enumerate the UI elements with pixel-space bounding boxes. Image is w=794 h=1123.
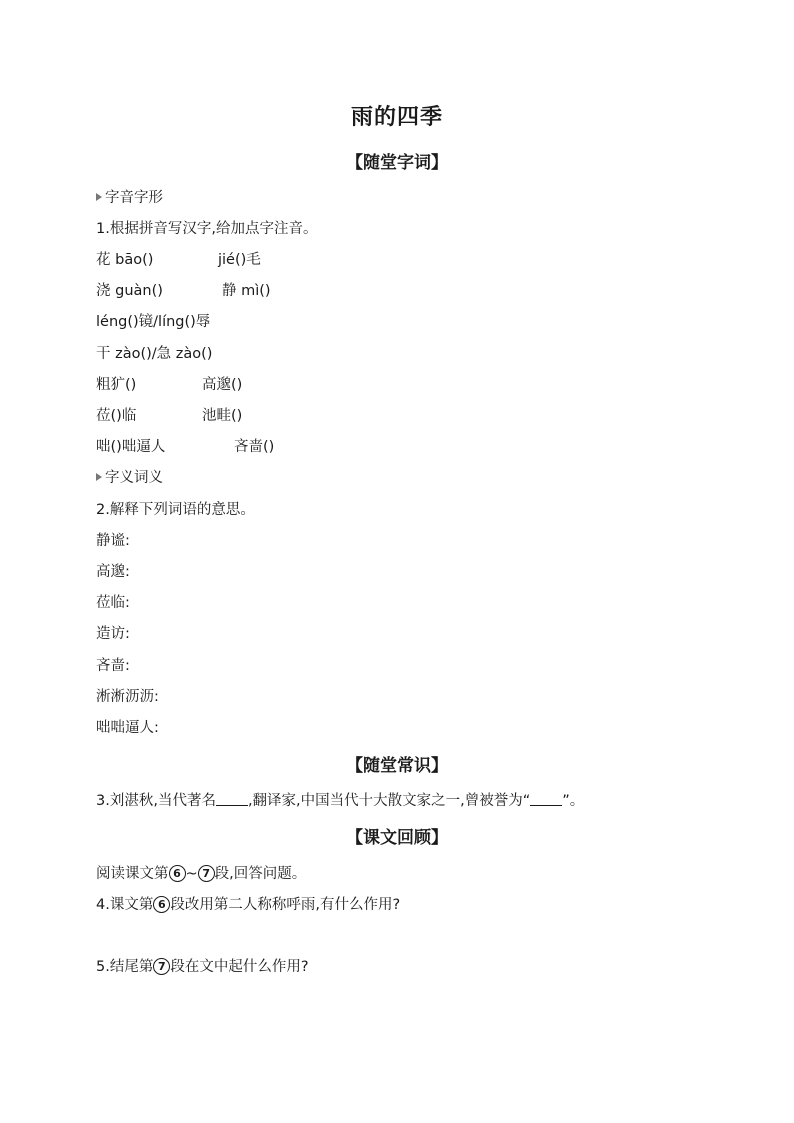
vocab-item: 吝啬: xyxy=(96,658,130,674)
pinyin-item: 粗犷() xyxy=(96,377,137,393)
circled-number: 6 xyxy=(153,896,170,913)
pinyin-item: 高邈() xyxy=(202,377,243,393)
question-5: 5.结尾第 7 段在文中起什么作用? xyxy=(96,959,309,975)
pinyin-item: 静 mì() xyxy=(222,283,271,299)
circled-number: 6 xyxy=(169,865,186,882)
vocab-item: 高邈: xyxy=(96,564,130,580)
subheading-meaning: 字义词义 xyxy=(96,466,163,487)
question-4: 4.课文第 6 段改用第二人称称呼雨,有什么作用? xyxy=(96,897,401,913)
page-title: 雨的四季 xyxy=(350,105,443,130)
vocab-item: 莅临: xyxy=(96,595,130,611)
pinyin-item: 花 bāo() xyxy=(96,252,154,268)
section-heading-review: 【课文回顾】 xyxy=(346,828,448,848)
vocab-item: 淅淅沥沥: xyxy=(96,689,159,705)
reading-instruction: 阅读课文第 6 ~ 7 段,回答问题。 xyxy=(96,866,307,882)
subheading-pronunciation: 字音字形 xyxy=(96,186,163,207)
pinyin-item: 吝啬() xyxy=(234,439,275,455)
question-3: 3.刘湛秋,当代著名 ,翻译家,中国当代十大散文家之一,曾被誉为“ ”。 xyxy=(96,793,585,809)
question-2: 2.解释下列词语的意思。 xyxy=(96,502,255,518)
circled-number: 7 xyxy=(198,865,215,882)
circled-number: 7 xyxy=(153,958,170,975)
pinyin-item: 池畦() xyxy=(202,408,243,424)
question-1: 1.根据拼音写汉字,给加点字注音。 xyxy=(96,221,318,237)
vocab-item: 咄咄逼人: xyxy=(96,720,159,736)
triangle-bullet-icon xyxy=(96,473,102,481)
pinyin-item: léng()镜/líng()辱 xyxy=(96,314,211,330)
vocab-item: 静谧: xyxy=(96,533,130,549)
pinyin-item: 莅()临 xyxy=(96,408,137,424)
section-heading-knowledge: 【随堂常识】 xyxy=(346,756,448,776)
pinyin-item: 咄()咄逼人 xyxy=(96,439,166,455)
pinyin-item: jié()毛 xyxy=(218,252,261,268)
answer-blank[interactable] xyxy=(530,793,562,806)
pinyin-item: 干 zào()/急 zào() xyxy=(96,346,213,362)
vocab-item: 造访: xyxy=(96,626,130,642)
answer-blank[interactable] xyxy=(216,793,248,806)
section-heading-words: 【随堂字词】 xyxy=(346,153,448,173)
triangle-bullet-icon xyxy=(96,193,102,201)
pinyin-item: 浇 guàn() xyxy=(96,283,163,299)
